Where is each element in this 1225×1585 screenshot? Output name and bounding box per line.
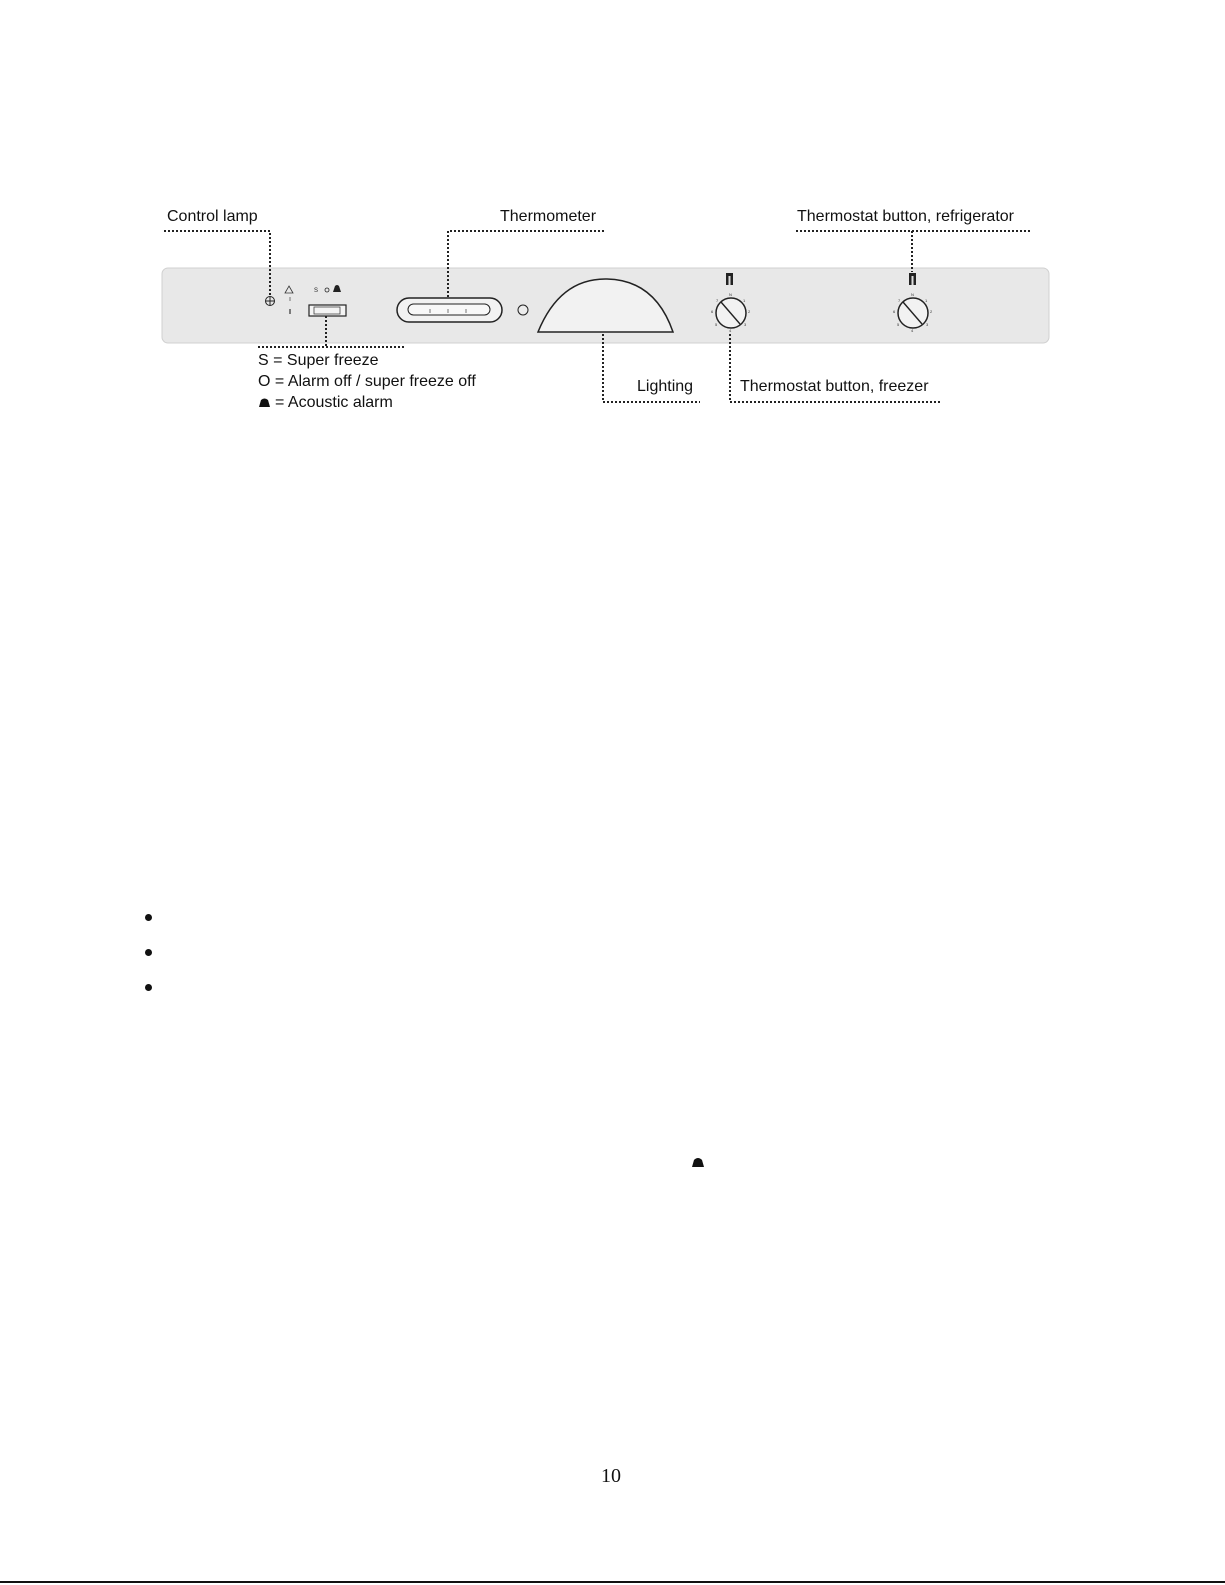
legend-super-freeze (258, 352, 379, 370)
legend-symbol-o: O (258, 373, 271, 390)
svg-text:4: 4 (729, 328, 732, 333)
label-thermometer: Thermometer (500, 208, 597, 225)
label-control-lamp: Control lamp (167, 208, 258, 225)
svg-text:1: 1 (743, 298, 746, 303)
legend-text-alarm-off: = Alarm off / super freeze off (274, 373, 476, 390)
bell-icon (691, 1156, 705, 1168)
light-sensor-button[interactable] (518, 305, 528, 315)
svg-text:2: 2 (930, 309, 933, 314)
super-freeze-switch[interactable] (309, 305, 346, 316)
legend-symbol-s: S (258, 352, 269, 369)
legend-text-acoustic-alarm: = Acoustic alarm (275, 394, 393, 411)
bottom-rule (0, 1581, 1225, 1583)
label-thermostat-refrigerator: Thermostat button, refrigerator (797, 208, 1014, 225)
list-bullet (145, 949, 152, 956)
svg-text:2: 2 (748, 309, 751, 314)
svg-text:6: 6 (711, 309, 714, 314)
legend-text-super-freeze: = Super freeze (273, 352, 379, 369)
bell-icon (258, 397, 271, 408)
thermometer-display (397, 298, 502, 322)
switch-mark-s: S (314, 288, 319, 294)
label-thermostat-freezer: Thermostat button, freezer (740, 378, 929, 395)
svg-text:5: 5 (715, 322, 718, 327)
list-bullet (145, 914, 152, 921)
svg-text:6: 6 (893, 309, 896, 314)
legend-alarm-off (258, 373, 476, 391)
legend-acoustic-alarm (258, 394, 393, 412)
list-bullet (145, 984, 152, 991)
svg-text:N: N (729, 292, 732, 297)
svg-text:1: 1 (925, 298, 928, 303)
svg-text:4: 4 (911, 328, 914, 333)
svg-text:5: 5 (897, 322, 900, 327)
svg-text:3: 3 (926, 322, 929, 327)
control-lamp-icon (266, 297, 275, 306)
svg-text:N: N (911, 292, 914, 297)
svg-text:7: 7 (898, 298, 901, 303)
svg-text:3: 3 (744, 322, 747, 327)
svg-text:7: 7 (716, 298, 719, 303)
page-number: 10 (601, 1465, 621, 1487)
label-lighting: Lighting (637, 378, 694, 395)
